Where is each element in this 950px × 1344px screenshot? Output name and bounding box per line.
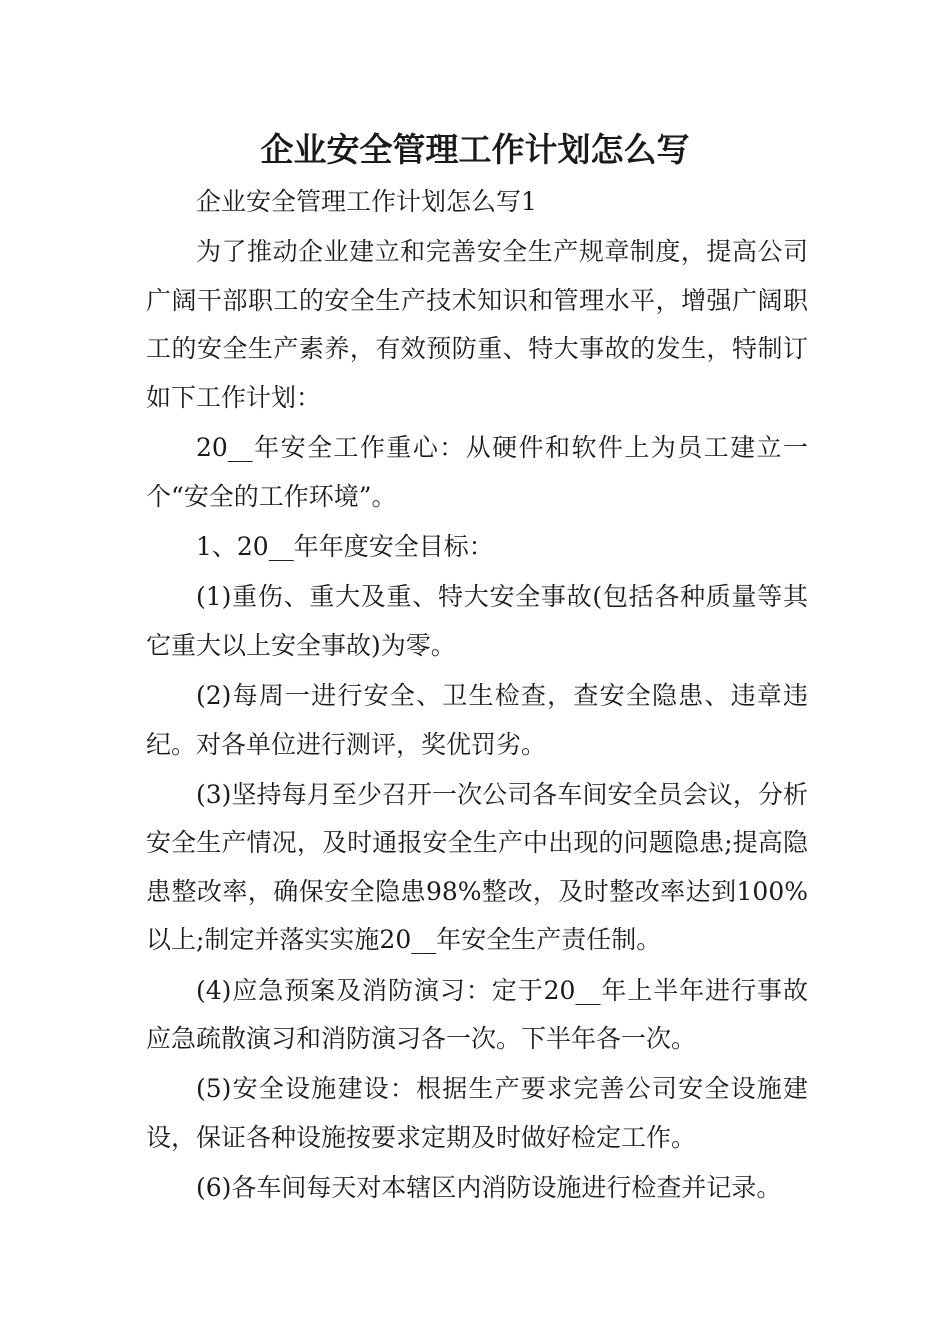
paragraph-subtitle: 企业安全管理工作计划怎么写1 — [196, 187, 537, 216]
paragraph-item-1: (1)重伤、重大及重、特大安全事故(包括各种质量等其它重大以上安全事故)为零。 — [146, 582, 808, 660]
document-body — [146, 178, 808, 1214]
paragraph-focus: 20__年安全工作重心：从硬件和软件上为员工建立一个“安全的工作环境”。 — [146, 433, 808, 511]
paragraph-intro: 为了推动企业建立和完善安全生产规章制度，提高公司广阔干部职工的安全生产技术知识和管理水平，增强广阔职工的安全生产素养，有效预防重、特大事故的发生，特制订如下工作计划： — [146, 237, 808, 412]
paragraph-item-3: (3)坚持每月至少召开一次公司各车间安全员会议，分析安全生产情况，及时通报安全生产中出现的问题隐患;提高隐患整改率，确保安全隐患98%整改，及时整改率达到100%以上;制定并落实实施20__年安全生产责任制。 — [146, 779, 808, 955]
paragraph-section-1: 1、20__年年度安全目标： — [196, 531, 494, 561]
paragraph-item-2: (2)每周一进行安全、卫生检查，查安全隐患、违章违纪。对各单位进行测评，奖优罚劣。 — [146, 680, 808, 759]
paragraph-item-5: (5)安全设施建设：根据生产要求完善公司安全设施建设，保证各种设施按要求定期及时做好检定工作。 — [146, 1074, 808, 1153]
paragraph-item-6: (6)各车间每天对本辖区内消防设施进行检查并记录。 — [196, 1173, 782, 1203]
document-title: 企业安全管理工作计划怎么写 — [260, 130, 690, 169]
paragraph-item-4: (4)应急预案及消防演习：定于20__年上半年进行事故应急疏散演习和消防演习各一次。下半年各一次。 — [146, 975, 808, 1054]
